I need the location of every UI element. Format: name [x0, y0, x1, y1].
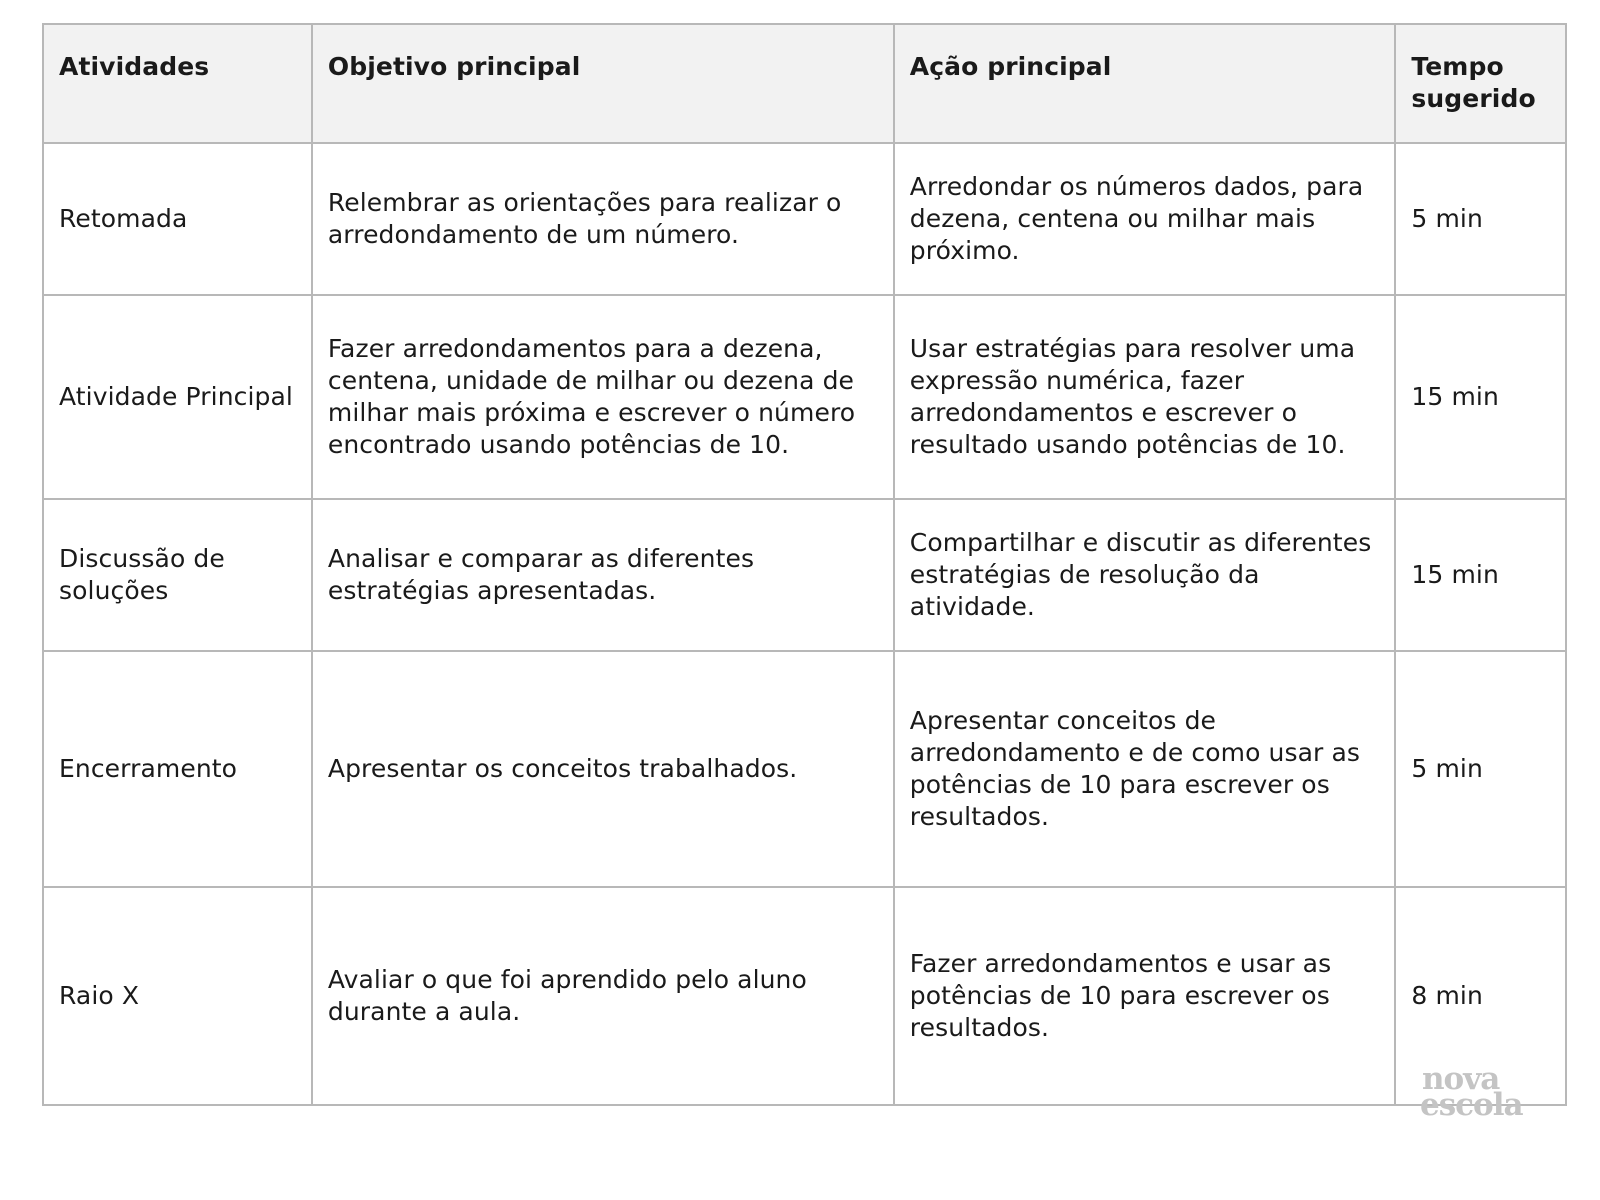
header-acao: Ação principal [894, 24, 1396, 143]
cell-acao: Fazer arredondamentos e usar as potências de 10 para escrever os resultados. [894, 887, 1396, 1105]
cell-acao: Arredondar os números dados, para dezena, centena ou milhar mais próximo. [894, 143, 1396, 295]
cell-atividade: Atividade Principal [43, 295, 312, 499]
table-row [43, 651, 1566, 887]
cell-atividade: Encerramento [43, 651, 312, 887]
table-row [43, 143, 1566, 295]
logo-line-escola: escola [1420, 1087, 1523, 1123]
table-row [43, 499, 1566, 651]
lesson-plan-table [42, 23, 1567, 1106]
cell-tempo: 15 min [1395, 499, 1566, 651]
cell-tempo: 5 min [1395, 651, 1566, 887]
cell-objetivo: Analisar e comparar as diferentes estratégias apresentadas. [312, 499, 894, 651]
header-row [43, 24, 1566, 143]
cell-objetivo: Fazer arredondamentos para a dezena, centena, unidade de milhar ou dezena de milhar mais próxima e escrever o número encontrado usando potências de 10. [312, 295, 894, 499]
nova-escola-logo [1420, 1061, 1540, 1123]
table-row [43, 887, 1566, 1105]
cell-acao: Compartilhar e discutir as diferentes estratégias de resolução da atividade. [894, 499, 1396, 651]
cell-acao: Apresentar conceitos de arredondamento e de como usar as potências de 10 para escrever os resultados. [894, 651, 1396, 887]
cell-atividade: Raio X [43, 887, 312, 1105]
header-objetivo: Objetivo principal [312, 24, 894, 143]
cell-tempo: 5 min [1395, 143, 1566, 295]
cell-objetivo: Relembrar as orientações para realizar o arredondamento de um número. [312, 143, 894, 295]
cell-objetivo: Apresentar os conceitos trabalhados. [312, 651, 894, 887]
header-atividades: Atividades [43, 24, 312, 143]
cell-tempo: 15 min [1395, 295, 1566, 499]
cell-tempo: 8 min [1395, 887, 1566, 1105]
cell-objetivo: Avaliar o que foi aprendido pelo aluno durante a aula. [312, 887, 894, 1105]
cell-atividade: Discussão de soluções [43, 499, 312, 651]
table-row [43, 295, 1566, 499]
logo-line-nova: nova [1422, 1061, 1500, 1097]
header-tempo: Tempo sugerido [1395, 24, 1566, 143]
cell-acao: Usar estratégias para resolver uma expressão numérica, fazer arredondamentos e escrever o resultado usando potências de 10. [894, 295, 1396, 499]
cell-atividade: Retomada [43, 143, 312, 295]
